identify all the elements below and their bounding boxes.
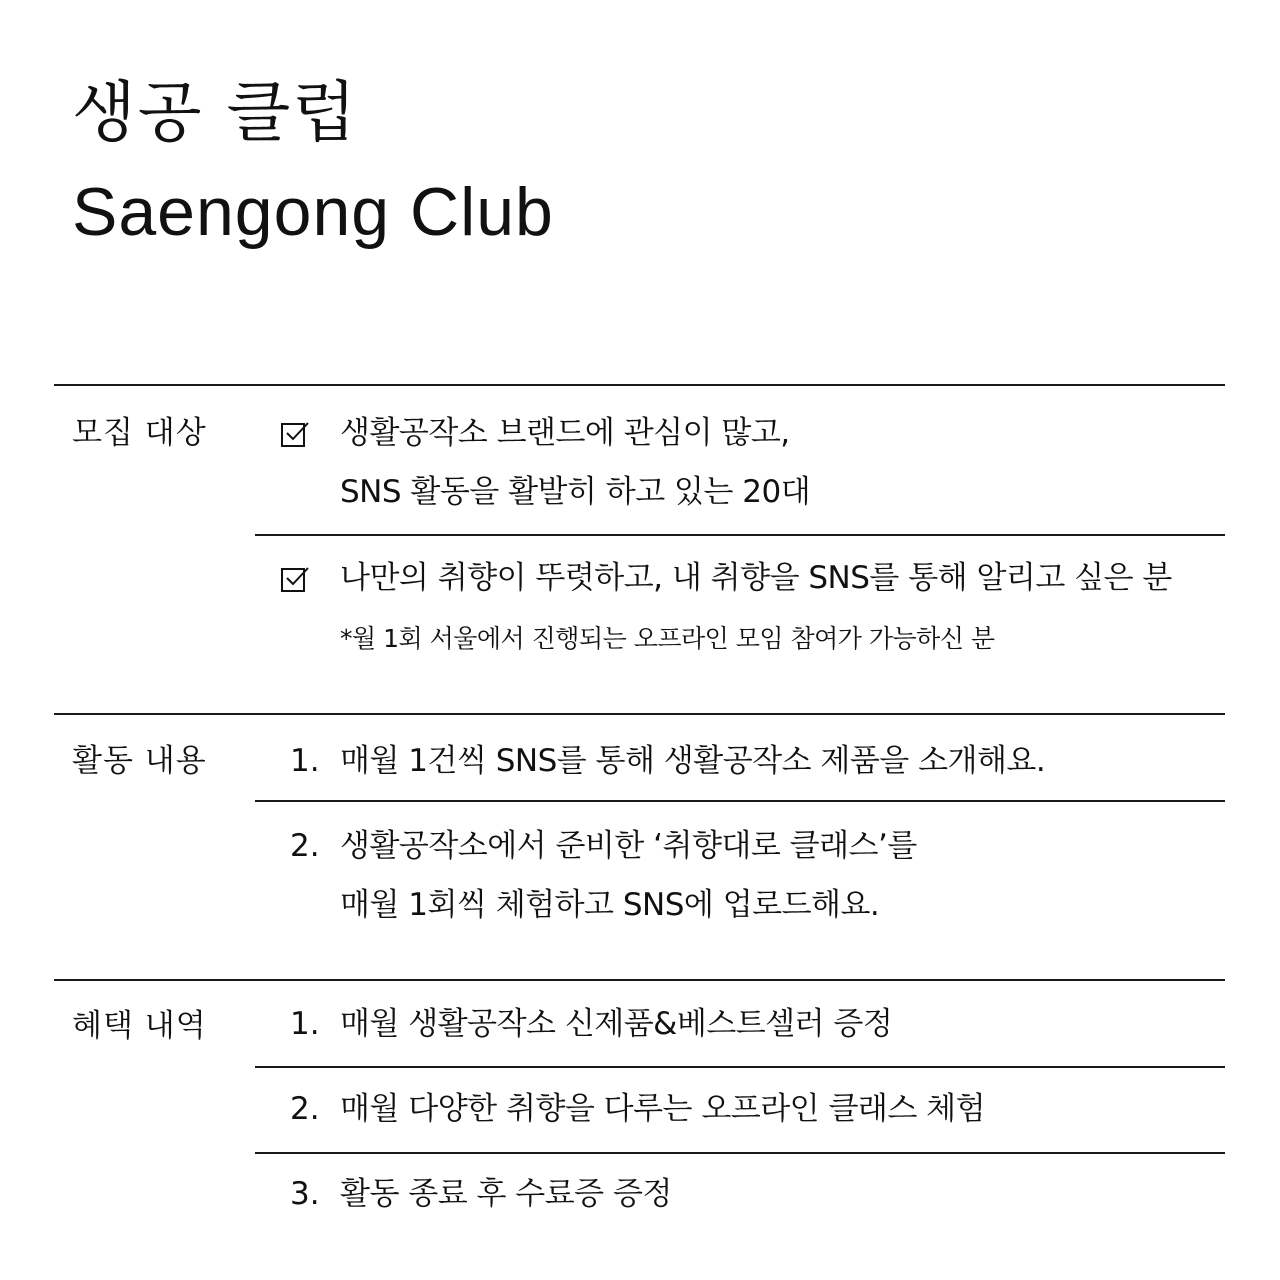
checkbox-checked-icon [280, 418, 310, 448]
benefit-item-1-number: 1. [290, 1006, 320, 1042]
item-divider [255, 1152, 1225, 1154]
section-divider [54, 384, 1225, 386]
benefit-item-3-number: 3. [290, 1176, 320, 1212]
activity-item-2-line1: 생활공작소에서 준비한 ‘취향대로 클래스’를 [340, 828, 917, 864]
recruit-item-1-line1: 생활공작소 브랜드에 관심이 많고, [340, 415, 790, 451]
activity-item-1-number: 1. [290, 743, 320, 779]
section-label-activity: 활동 내용 [72, 743, 207, 779]
page-title-korean: 생공 클럽 [72, 74, 359, 151]
recruit-item-1-line2: SNS 활동을 활발히 하고 있는 20대 [340, 474, 811, 510]
item-divider [255, 800, 1225, 802]
page-title-english: Saengong Club [72, 174, 554, 250]
section-divider [54, 713, 1225, 715]
activity-item-2-line2: 매월 1회씩 체험하고 SNS에 업로드해요. [340, 887, 880, 923]
item-divider [255, 534, 1225, 536]
item-divider [255, 1066, 1225, 1068]
benefit-item-1-text: 매월 생활공작소 신제품&베스트셀러 증정 [340, 1006, 893, 1042]
recruit-item-2-note: *월 1회 서울에서 진행되는 오프라인 모임 참여가 가능하신 분 [340, 624, 995, 653]
activity-item-2-number: 2. [290, 828, 320, 864]
activity-item-1-text: 매월 1건씩 SNS를 통해 생활공작소 제품을 소개해요. [340, 743, 1046, 779]
recruit-item-2-line1: 나만의 취향이 뚜렷하고, 내 취향을 SNS를 통해 알리고 싶은 분 [340, 560, 1172, 596]
section-label-benefits: 혜택 내역 [72, 1008, 207, 1044]
benefit-item-2-number: 2. [290, 1091, 320, 1127]
section-divider [54, 979, 1225, 981]
checkbox-checked-icon [280, 563, 310, 593]
benefit-item-2-text: 매월 다양한 취향을 다루는 오프라인 클래스 체험 [340, 1091, 986, 1127]
section-label-recruit: 모집 대상 [72, 415, 207, 451]
benefit-item-3-text: 활동 종료 후 수료증 증정 [340, 1176, 672, 1212]
